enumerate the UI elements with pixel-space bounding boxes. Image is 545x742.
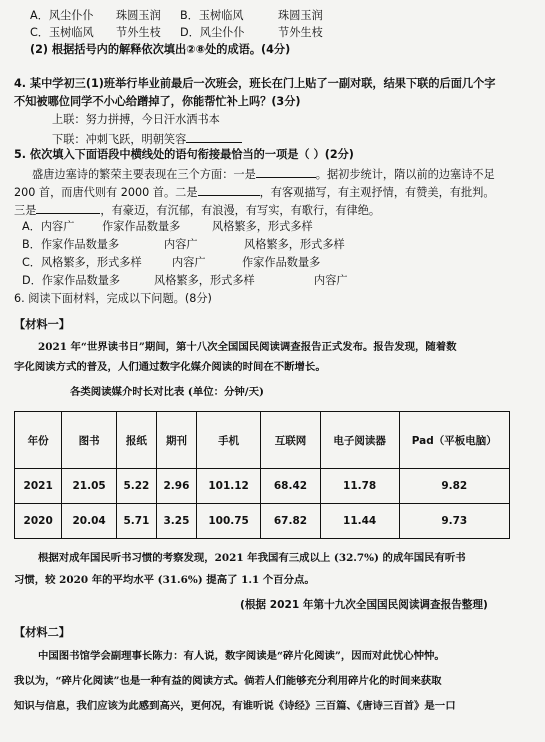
q5-p1a: 盛唐边塞诗的繁荣主要表现在三个方面：一是 [32, 168, 256, 181]
q4-upper-couplet: 上联：努力拼搏，今日汗水洒书本 [52, 113, 220, 126]
table-header-cell: 报纸 [116, 412, 156, 469]
q5-option-c [22, 256, 320, 270]
table-cell: 9.82 [399, 469, 509, 504]
q5-p2b: ，有客观描写，有主观抒情，有赞美，有批判。 [259, 186, 495, 199]
q5-d-1: D．作家作品数量多 [22, 274, 121, 287]
q5-p3b: ，有豪迈，有沉郁，有浪漫，有写实，有歌行，有律绝。 [100, 204, 381, 217]
q5-b-2: 内容广 [164, 238, 198, 251]
table-header-cell: 手机 [196, 412, 260, 469]
material-2-heading: 【材料二】 [14, 626, 70, 639]
q5-blank-2[interactable] [198, 184, 260, 196]
table-cell: 20.04 [62, 504, 117, 539]
q5-a-1: A．内容广 [22, 220, 75, 233]
table-cell: 68.42 [261, 469, 320, 504]
option-c-second: 节外生枝 [116, 26, 161, 39]
table-header-cell: 电子阅读器 [320, 412, 399, 469]
table-header-cell: 互联网 [261, 412, 320, 469]
table-header-cell: 期刊 [156, 412, 196, 469]
m2-para-line-2: 我以为，“碎片化阅读”也是一种有益的阅读方式。倘若人们能够充分利用碎片化的时间来获取 [14, 675, 442, 687]
q3-options-row-1 [30, 9, 323, 23]
q5-option-b [22, 238, 345, 252]
m1-para-2-line-2: 习惯，较 2020 年的平均水平 (31.6%) 提高了 1.1 个百分点。 [14, 574, 315, 586]
q5-blank-1[interactable] [256, 166, 316, 178]
option-c: C．玉树临风 [30, 26, 94, 39]
table-cell: 2020 [15, 504, 62, 539]
q5-b-1: B．作家作品数量多 [22, 238, 120, 251]
q5-c-2: 内容广 [172, 256, 206, 269]
q5-d-3: 内容广 [314, 274, 348, 287]
q4-stem-2: 不知被哪位同学不小心给蹭掉了，你能帮忙补上吗？(3分) [14, 95, 301, 108]
m1-source: (根据 2021 年第十九次全国国民阅读调查报告整理) [240, 599, 488, 611]
option-b-second: 珠圆玉润 [278, 9, 323, 22]
option-b: B．玉树临风 [180, 9, 244, 22]
q5-d-2: 风格繁多，形式多样 [154, 274, 255, 287]
q5-stem: 5. 依次填入下面语段中横线处的语句衔接最恰当的一项是（ ）(2分) [14, 148, 354, 161]
table-cell: 100.75 [196, 504, 260, 539]
q5-para-line-1 [32, 166, 495, 182]
table-cell: 2021 [15, 469, 62, 504]
q4-stem-1: 4. 某中学初三(1)班举行毕业前最后一次班会，班长在门上贴了一副对联，结果下联的后面几个字 [14, 77, 496, 90]
option-a: A．风尘仆仆 [30, 9, 94, 22]
table-header-row [15, 412, 510, 469]
q5-option-a [22, 220, 313, 234]
table-header-cell: 年份 [15, 412, 62, 469]
q5-blank-3[interactable] [36, 202, 100, 214]
q3-sub2: (2) 根据括号内的解释依次填出②⑧处的成语。(4分) [30, 43, 291, 56]
q5-para-line-3 [14, 202, 380, 218]
q4-lower-couplet [52, 131, 242, 147]
table-cell: 5.22 [116, 469, 156, 504]
option-d: D．风尘仆仆 [180, 26, 245, 39]
option-a-second: 珠圆玉润 [116, 9, 161, 22]
table-header-cell: 图书 [62, 412, 117, 469]
option-d-second: 节外生枝 [278, 26, 323, 39]
q4-answer-blank[interactable] [186, 131, 242, 143]
table-cell: 67.82 [261, 504, 320, 539]
table-cell: 5.71 [116, 504, 156, 539]
table-cell: 9.73 [399, 504, 509, 539]
m2-para-line-3: 知识与信息，我们应该为此感到高兴，更何况，有谁听说《诗经》三百篇、《唐诗三百首》是一口 [14, 700, 456, 712]
table-row [15, 469, 510, 504]
m2-para-line-1: 中国图书馆学会副理事长陈力：有人说，数字阅读是“碎片化阅读”，因而对此忧心忡忡。 [38, 650, 445, 662]
q5-c-3: 作家作品数量多 [242, 256, 321, 269]
q5-b-3: 风格繁多，形式多样 [244, 238, 345, 251]
material-1-heading: 【材料一】 [14, 318, 70, 331]
table-cell: 11.44 [320, 504, 399, 539]
q6-stem: 6. 阅读下面材料，完成以下问题。(8分) [14, 292, 212, 305]
table-title: 各类阅读媒介时长对比表 (单位：分钟/天) [70, 386, 264, 398]
q5-c-1: C．风格繁多，形式多样 [22, 256, 142, 269]
table-cell: 3.25 [156, 504, 196, 539]
q4-lower-text: 下联：冲刺飞跃，明朝笑容 [52, 133, 187, 146]
q3-options-row-2 [30, 26, 323, 40]
m1-para-1-line-1: 2021 年“世界读书日”期间，第十八次全国国民阅读调查报告正式发布。报告发现，随着数 [38, 341, 457, 353]
q5-a-3: 风格繁多，形式多样 [212, 220, 313, 233]
q5-p1b: 。据初步统计，隋以前的边塞诗不足 [315, 168, 495, 181]
table-cell: 21.05 [62, 469, 117, 504]
q5-p2a: 200 首，而唐代则有 2000 首。二是 [14, 186, 198, 199]
q5-a-2: 作家作品数量多 [102, 220, 181, 233]
table-cell: 2.96 [156, 469, 196, 504]
q5-p3a: 三是 [14, 204, 37, 217]
table-row [15, 504, 510, 539]
m1-para-1-line-2: 字化阅读方式的普及，人们通过数字化媒介阅读的时间在不断增长。 [14, 361, 326, 373]
q5-option-d [22, 274, 348, 288]
media-time-table [14, 411, 510, 539]
table-cell: 101.12 [196, 469, 260, 504]
q5-para-line-2 [14, 184, 495, 200]
table-cell: 11.78 [320, 469, 399, 504]
table-header-cell: Pad（平板电脑） [399, 412, 509, 469]
m1-para-2-line-1: 根据对成年国民听书习惯的考察发现，2021 年我国有三成以上 (32.7%) 的成年国民有听书 [38, 552, 466, 564]
